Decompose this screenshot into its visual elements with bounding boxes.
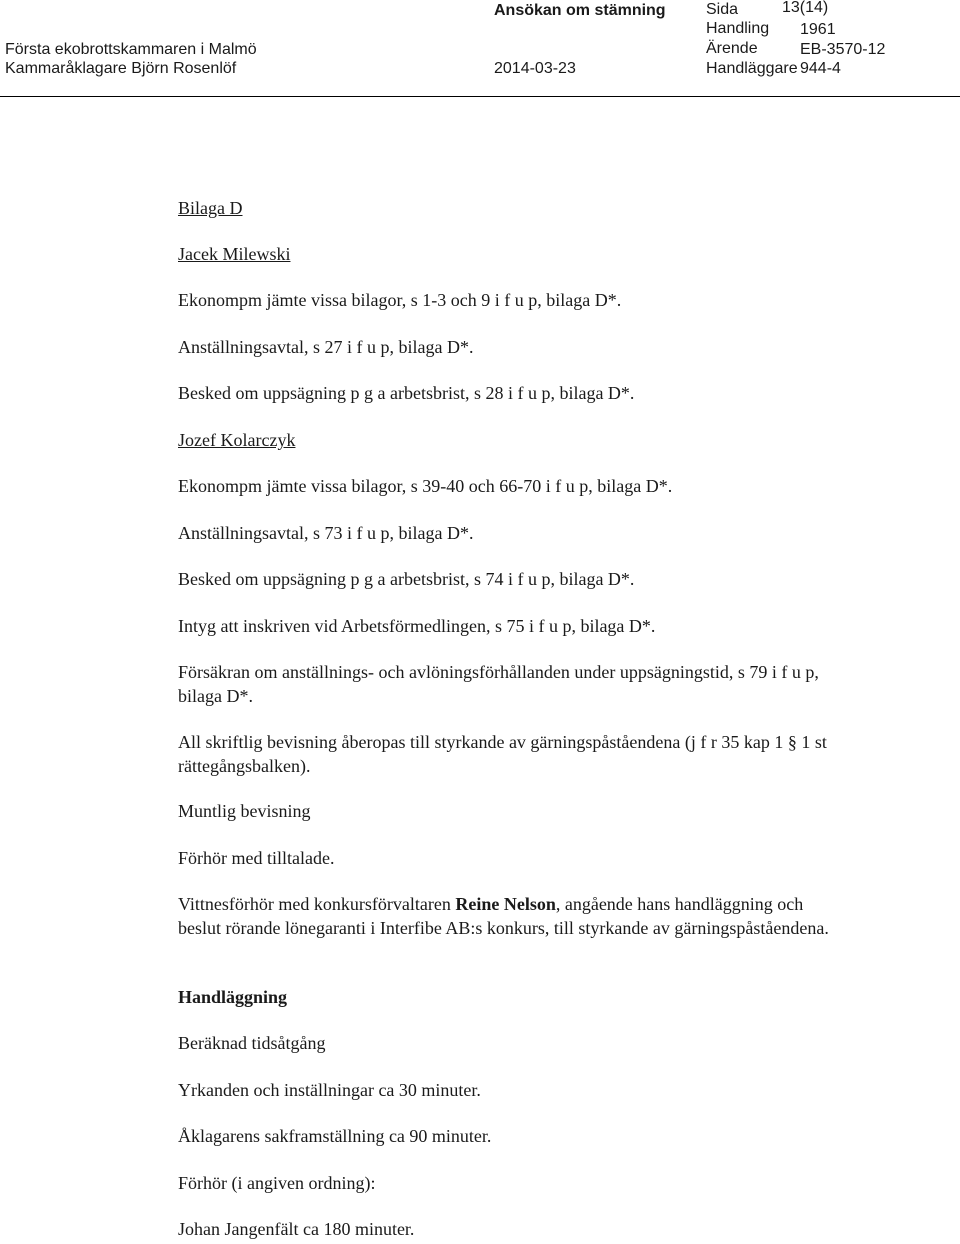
time-item: Yrkanden och inställningar ca 30 minuter.: [178, 1080, 481, 1100]
skriftlig-bevisning-paragraph: All skriftlig bevisning åberopas till styrkande av gärningspåståendena (j f r 35 kap 1 § 1 st rättegångsbalken).: [178, 732, 827, 776]
arende-label: Ärende: [706, 40, 758, 57]
page-value: 13(14): [782, 0, 829, 16]
time-item: Förhör (i angiven ordning):: [178, 1173, 376, 1193]
author: Kammaråklagare Björn Rosenlöf: [5, 60, 237, 77]
bilaga-heading: Bilaga D: [178, 198, 243, 218]
evidence-item: Besked om uppsägning p g a arbetsbrist, s 74 i f u p, bilaga D*.: [178, 569, 635, 589]
tidsatgang-heading: Beräknad tidsåtgång: [178, 1033, 326, 1053]
document-title: Ansökan om stämning: [494, 2, 666, 19]
vittnesforhor-paragraph: [178, 893, 838, 940]
vittne-text-before: Vittnesförhör med konkursförvaltaren: [178, 894, 456, 914]
header-divider: [0, 96, 960, 97]
evidence-item: Ekonompm jämte vissa bilagor, s 1-3 och 9 i f u p, bilaga D*.: [178, 290, 622, 310]
evidence-item: Försäkran om anställnings- och avlöningsförhållanden under uppsägningstid, s 79 i f u p, bilaga D*.: [178, 662, 819, 706]
witness-name: Reine Nelson: [455, 894, 556, 914]
evidence-item: Anställningsavtal, s 27 i f u p, bilaga D*.: [178, 337, 474, 357]
person-name-jacek: Jacek Milewski: [178, 244, 291, 264]
handlaggning-heading: Handläggning: [178, 987, 288, 1007]
document-date: 2014-03-23: [494, 60, 576, 77]
person-name-jozef: Jozef Kolarczyk: [178, 430, 296, 450]
handling-label: Handling: [706, 20, 770, 37]
vittne-text-after: , angående hans handläggning och beslut rörande lönegaranti i Interfibe AB:s konkurs, till styrkande av gärningspåståendena.: [178, 894, 829, 938]
forhor-paragraph: Förhör med tilltalade.: [178, 848, 335, 868]
muntlig-bevisning-heading: Muntlig bevisning: [178, 801, 311, 821]
handling-value: 1961: [800, 21, 836, 38]
handlaggare-label: Handläggare: [706, 60, 798, 77]
handlaggare-value: 944-4: [800, 60, 841, 77]
time-item: Åklagarens sakframställning ca 90 minuter.: [178, 1126, 492, 1146]
evidence-item: Ekonompm jämte vissa bilagor, s 39-40 och 66-70 i f u p, bilaga D*.: [178, 476, 673, 496]
time-item: Johan Jangenfält ca 180 minuter.: [178, 1219, 415, 1239]
organization: Första ekobrottskammaren i Malmö: [5, 41, 257, 58]
evidence-item: Intyg att inskriven vid Arbetsförmedlingen, s 75 i f u p, bilaga D*.: [178, 616, 656, 636]
evidence-item: Besked om uppsägning p g a arbetsbrist, s 28 i f u p, bilaga D*.: [178, 383, 635, 403]
evidence-item: Anställningsavtal, s 73 i f u p, bilaga D*.: [178, 523, 474, 543]
page-label: Sida: [706, 1, 739, 18]
arende-value: EB-3570-12: [800, 41, 886, 58]
